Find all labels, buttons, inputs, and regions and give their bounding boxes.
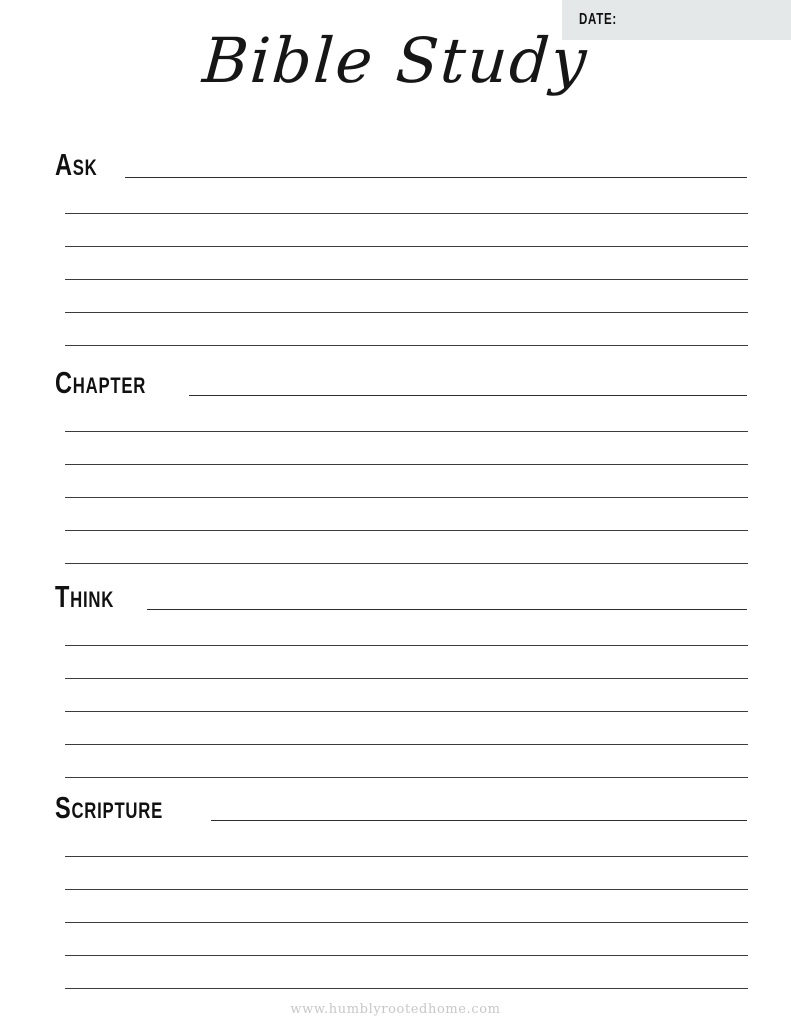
section-ask — [0, 148, 791, 346]
ruled-line — [65, 956, 748, 989]
ruled-line — [65, 646, 748, 679]
section-label: Chapter — [55, 365, 147, 400]
section-label: Scripture — [55, 790, 164, 825]
ruled-line — [65, 890, 748, 923]
ruled-line — [65, 857, 748, 890]
ruled-line — [65, 679, 748, 712]
ruled-line — [65, 823, 748, 857]
ruled-line — [65, 180, 748, 214]
header-rule-line — [189, 395, 747, 396]
ruled-line — [65, 531, 748, 564]
section-chapter — [0, 366, 791, 564]
header-rule-line — [211, 820, 747, 821]
section-think — [0, 580, 791, 778]
ruled-line — [65, 313, 748, 346]
ruled-line — [65, 612, 748, 646]
ruled-lines — [65, 180, 748, 346]
ruled-line — [65, 923, 748, 956]
header-rule-line — [147, 609, 747, 610]
ruled-line — [65, 247, 748, 280]
ruled-line — [65, 280, 748, 313]
section-header — [0, 791, 791, 823]
ruled-lines — [65, 612, 748, 778]
ruled-lines — [65, 823, 748, 989]
ruled-line — [65, 432, 748, 465]
section-header — [0, 580, 791, 612]
ruled-line — [65, 712, 748, 745]
footer-url: www.humblyrootedhome.com — [290, 1002, 501, 1017]
date-label: DATE: — [579, 11, 617, 28]
section-label: Ask — [55, 147, 98, 182]
section-header — [0, 148, 791, 180]
header-rule-line — [125, 177, 747, 178]
ruled-line — [65, 745, 748, 778]
ruled-line — [65, 214, 748, 247]
page-title: Bible Study — [200, 24, 591, 97]
ruled-lines — [65, 398, 748, 564]
ruled-line — [65, 398, 748, 432]
section-header — [0, 366, 791, 398]
section-label: Think — [55, 579, 115, 614]
ruled-line — [65, 498, 748, 531]
ruled-line — [65, 465, 748, 498]
section-scripture — [0, 791, 791, 989]
